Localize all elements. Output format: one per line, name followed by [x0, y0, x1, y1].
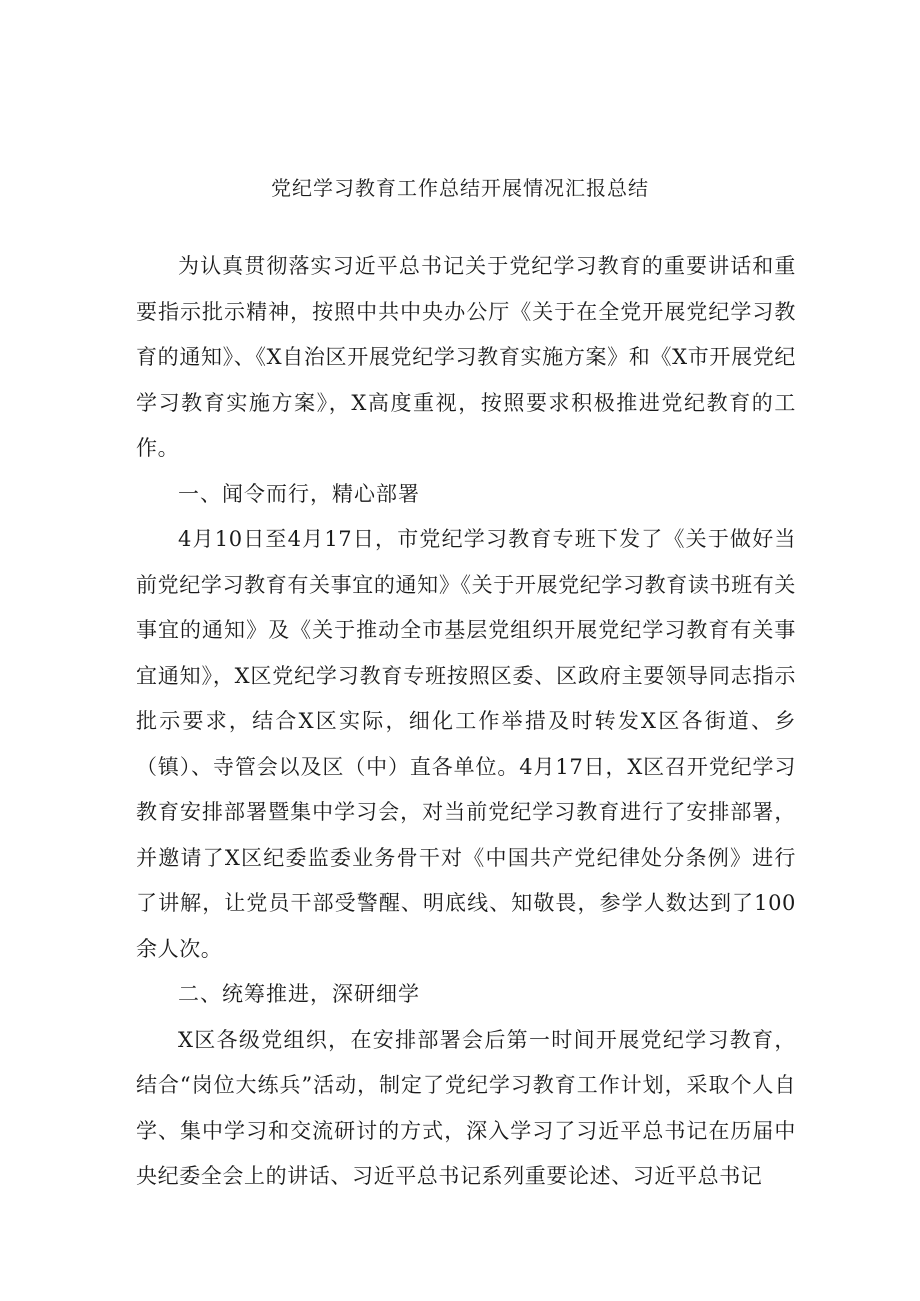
section-heading-1: 一、闻令而行，精心部署: [178, 481, 420, 506]
section-1-paragraph: 4月10日至4月17日，市党纪学习教育专班下发了《关于做好当前党纪学习教育有关事宜的通知》《关于开展党纪学习教育读书班有关事宜的通知》及《关于推动全市基层党组织开展党纪学习教育有关事宜通知》，X区党纪学习教育专班按照区委、区政府主要领导同志指示批示要求，结合X区实际，细化工作举措及时转发X区各街道、乡（镇）、寺管会以及区（中）直各单位。4月17日，X区召开党纪学习教育安排部署暨集中学习会，对当前党纪学习教育进行了安排部署，并邀请了X区纪委监委业务骨干对《中国共产党纪律处分条例》进行了讲解，让党员干部受警醒、明底线、知敬畏，参学人数达到了100余人次。: [136, 527, 796, 961]
section-heading-2: 二、统筹推进，深研细学: [178, 982, 420, 1006]
document-title: 党纪学习教育工作总结开展情况汇报总结: [271, 176, 649, 200]
document-body: [136, 244, 796, 1200]
section-2-paragraph: X区各级党组织，在安排部署会后第一时间开展党纪学习教育，结合“岗位大练兵”活动，制定了党纪学习教育工作计划，采取个人自学、集中学习和交流研讨的方式，深入学习了习近平总书记在历届中央纪委全会上的讲话、习近平总书记系列重要论述、习近平总书记: [136, 1027, 796, 1188]
intro-paragraph: 为认真贯彻落实习近平总书记关于党纪学习教育的重要讲话和重要指示批示精神，按照中共中央办公厅《关于在全党开展党纪学习教育的通知》、《X自治区开展党纪学习教育实施方案》和《X市开展党纪学习教育实施方案》，X高度重视，按照要求积极推进党纪教育的工作。: [136, 254, 796, 460]
